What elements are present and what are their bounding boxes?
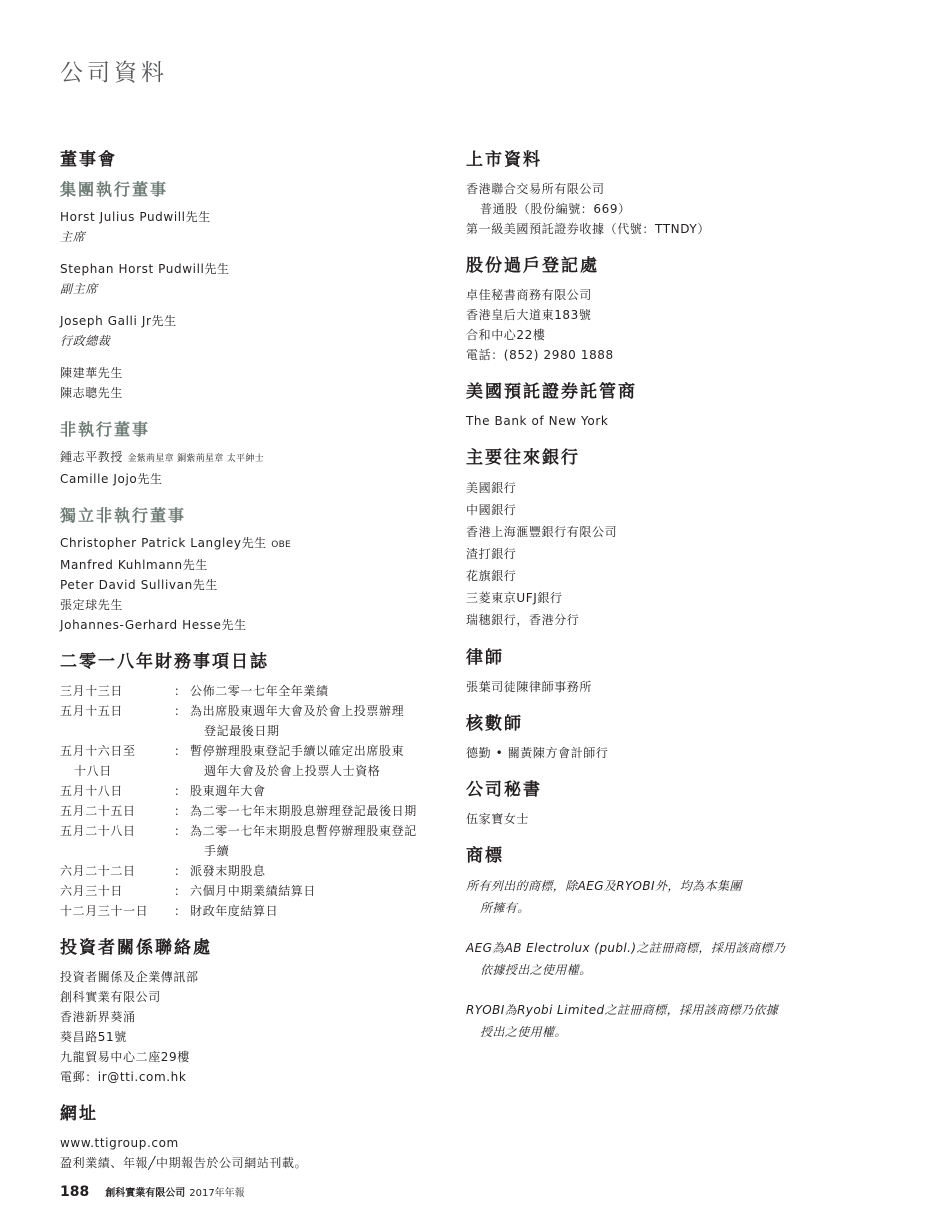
bank-line: 中國銀行 bbox=[466, 503, 517, 517]
event-desc: 股東週年大會 bbox=[190, 784, 266, 798]
director-role: 行政總裁 bbox=[60, 334, 111, 348]
director-entry bbox=[60, 259, 445, 299]
trademark-paragraph bbox=[466, 937, 796, 981]
event-date: 五月十八日 bbox=[60, 784, 124, 798]
registrar-block bbox=[466, 285, 796, 365]
calendar-row bbox=[60, 801, 445, 821]
listing-line: 第一級美國預託證券收據（代號：TTNDY） bbox=[466, 222, 710, 236]
ir-contact bbox=[60, 967, 445, 1087]
colon: ： bbox=[174, 784, 187, 798]
trademark-line: RYOBI為Ryobi Limited之註冊商標，採用該商標乃依據 bbox=[466, 1003, 779, 1017]
director-name: 張定球先生 bbox=[60, 598, 124, 612]
website-url: www.ttigroup.com bbox=[60, 1136, 179, 1150]
ir-line: 葵昌路51號 bbox=[60, 1030, 127, 1044]
director-role: 副主席 bbox=[60, 282, 98, 296]
calendar-row bbox=[60, 741, 445, 781]
calendar-list bbox=[60, 681, 445, 921]
event-desc: 暫停辦理股東登記手續以確定出席股東 bbox=[190, 744, 405, 758]
event-date: 五月十六日至 bbox=[60, 744, 136, 758]
calendar-row bbox=[60, 821, 445, 861]
event-date: 六月三十日 bbox=[60, 884, 124, 898]
trademark-line: 依據授出之使用權。 bbox=[480, 963, 592, 977]
colon: ： bbox=[174, 884, 187, 898]
trademark-line: AEG為AB Electrolux (publ.)之註冊商標，採用該商標乃 bbox=[466, 941, 786, 955]
bank-line: 美國銀行 bbox=[466, 481, 517, 495]
calendar-row bbox=[60, 781, 445, 801]
colon: ： bbox=[174, 864, 187, 878]
director-name-text: Christopher Patrick Langley先生 bbox=[60, 536, 267, 550]
calendar-heading: 二零一八年財務事項日誌 bbox=[60, 652, 269, 672]
director-name: 陳建華先生 bbox=[60, 366, 124, 380]
director-name bbox=[60, 447, 445, 469]
event-desc: 為二零一七年末期股息辦理登記最後日期 bbox=[190, 804, 417, 818]
calendar-row bbox=[60, 681, 445, 701]
ir-line: 創科實業有限公司 bbox=[60, 990, 161, 1004]
ir-heading: 投資者關係聯絡處 bbox=[60, 938, 212, 958]
listing-block bbox=[466, 179, 796, 239]
event-desc: 為出席股東週年大會及於會上投票辦理 bbox=[190, 704, 405, 718]
website-note: 盈利業績、年報╱中期報告於公司網站刊載。 bbox=[60, 1156, 308, 1170]
auditor-heading: 核數師 bbox=[466, 714, 523, 734]
ir-line: 投資者關係及企業傳訊部 bbox=[60, 970, 199, 984]
banks-heading: 主要往來銀行 bbox=[466, 448, 580, 468]
nonexec-directors-heading: 非執行董事 bbox=[60, 420, 151, 439]
adr-heading: 美國預託證券託管商 bbox=[466, 382, 637, 402]
bank-line: 渣打銀行 bbox=[466, 547, 517, 561]
event-date: 十八日 bbox=[74, 764, 112, 778]
registrar-heading: 股份過戶登記處 bbox=[466, 256, 599, 276]
calendar-row bbox=[60, 901, 445, 921]
event-date: 五月二十八日 bbox=[60, 824, 136, 838]
event-desc: 為二零一七年末期股息暫停辦理股東登記 bbox=[190, 824, 417, 838]
board-heading: 董事會 bbox=[60, 150, 117, 170]
event-date: 三月十三日 bbox=[60, 684, 124, 698]
director-name: 陳志聰先生 bbox=[60, 386, 124, 400]
trademark-line: 授出之使用權。 bbox=[480, 1025, 567, 1039]
calendar-row bbox=[60, 701, 445, 741]
listing-line: 普通股（股份編號：669） bbox=[480, 202, 631, 216]
event-desc: 公佈二零一七年全年業績 bbox=[190, 684, 329, 698]
trademarks-heading: 商標 bbox=[466, 846, 504, 866]
ir-line: 香港新界葵涌 bbox=[60, 1010, 136, 1024]
adr-block bbox=[466, 411, 796, 431]
right-column bbox=[466, 149, 796, 1061]
trademark-line: 所有列出的商標，除AEG及RYOBI外，均為本集團 bbox=[466, 879, 742, 893]
director-name: Manfred Kuhlmann先生 bbox=[60, 558, 208, 572]
event-desc: 財政年度結算日 bbox=[190, 904, 279, 918]
bank-line: 香港上海滙豐銀行有限公司 bbox=[466, 525, 618, 539]
listing-heading: 上市資料 bbox=[466, 150, 542, 170]
trademark-paragraph bbox=[466, 999, 796, 1043]
director-honours: OBE bbox=[271, 540, 292, 550]
director-name: Peter David Sullivan先生 bbox=[60, 578, 218, 592]
bank-line: 花旗銀行 bbox=[466, 569, 517, 583]
registrar-line: 卓佳秘書商務有限公司 bbox=[466, 288, 593, 302]
colon: ： bbox=[174, 824, 187, 838]
website-heading: 網址 bbox=[60, 1104, 98, 1124]
lawyers-line: 張葉司徒陳律師事務所 bbox=[466, 680, 593, 694]
footer-report: 2017年年報 bbox=[189, 1188, 245, 1199]
director-list bbox=[60, 533, 445, 635]
event-desc: 登記最後日期 bbox=[204, 724, 280, 738]
director-name: Horst Julius Pudwill先生 bbox=[60, 210, 211, 224]
page-title: 公司資料 bbox=[60, 60, 168, 86]
registrar-phone: 電話：(852) 2980 1888 bbox=[466, 348, 614, 362]
trademark-line: 所擁有。 bbox=[480, 901, 530, 915]
event-desc: 手續 bbox=[204, 844, 230, 858]
director-entry bbox=[60, 311, 445, 351]
page-footer bbox=[60, 1184, 245, 1200]
director-entry bbox=[60, 207, 445, 247]
director-name-text: 鍾志平教授 bbox=[60, 450, 124, 464]
colon: ： bbox=[174, 804, 187, 818]
trademarks-block bbox=[466, 875, 796, 1043]
website-block bbox=[60, 1133, 445, 1173]
event-desc: 週年大會及於會上投票人士資格 bbox=[204, 764, 381, 778]
event-desc: 派發末期股息 bbox=[190, 864, 266, 878]
director-name: Stephan Horst Pudwill先生 bbox=[60, 262, 230, 276]
colon: ： bbox=[174, 904, 187, 918]
indep-directors-heading: 獨立非執行董事 bbox=[60, 506, 187, 525]
event-date: 五月二十五日 bbox=[60, 804, 136, 818]
bank-line: 瑞穗銀行，香港分行 bbox=[466, 613, 580, 627]
director-name bbox=[60, 533, 445, 555]
director-list bbox=[60, 447, 445, 489]
lawyers-heading: 律師 bbox=[466, 648, 504, 668]
footer-company: 創科實業有限公司 bbox=[105, 1188, 186, 1199]
secretary-heading: 公司秘書 bbox=[466, 780, 542, 800]
director-name: Joseph Galli Jr先生 bbox=[60, 314, 177, 328]
ir-email: 電郵：ir@tti.com.hk bbox=[60, 1070, 187, 1084]
page-number: 188 bbox=[60, 1184, 90, 1200]
director-list bbox=[60, 363, 445, 403]
listing-line: 香港聯合交易所有限公司 bbox=[466, 182, 605, 196]
event-desc: 六個月中期業績結算日 bbox=[190, 884, 317, 898]
director-role: 主席 bbox=[60, 230, 86, 244]
calendar-row bbox=[60, 881, 445, 901]
director-name: Camille Jojo先生 bbox=[60, 472, 163, 486]
secretary-block bbox=[466, 809, 796, 829]
bank-line: 三菱東京UFJ銀行 bbox=[466, 591, 563, 605]
auditor-block bbox=[466, 743, 796, 763]
colon: ： bbox=[174, 704, 187, 718]
lawyers-block bbox=[466, 677, 796, 697]
left-column bbox=[60, 149, 445, 1173]
event-date: 五月十五日 bbox=[60, 704, 124, 718]
event-date: 十二月三十一日 bbox=[60, 904, 149, 918]
director-name: Johannes-Gerhard Hesse先生 bbox=[60, 618, 247, 632]
exec-directors-heading: 集團執行董事 bbox=[60, 180, 169, 199]
colon: ： bbox=[174, 684, 187, 698]
event-date: 六月二十二日 bbox=[60, 864, 136, 878]
auditor-line: 德勤 • 關黃陳方會計師行 bbox=[466, 746, 609, 760]
trademark-paragraph bbox=[466, 875, 796, 919]
registrar-line: 香港皇后大道東183號 bbox=[466, 308, 592, 322]
colon: ： bbox=[174, 744, 187, 758]
secretary-line: 伍家寶女士 bbox=[466, 812, 530, 826]
calendar-row bbox=[60, 861, 445, 881]
director-honours: 金紫荊星章 銅紫荊星章 太平紳士 bbox=[127, 454, 264, 464]
banks-block bbox=[466, 477, 796, 631]
ir-line: 九龍貿易中心二座29樓 bbox=[60, 1050, 190, 1064]
registrar-line: 合和中心22樓 bbox=[466, 328, 546, 342]
adr-line: The Bank of New York bbox=[466, 414, 609, 428]
